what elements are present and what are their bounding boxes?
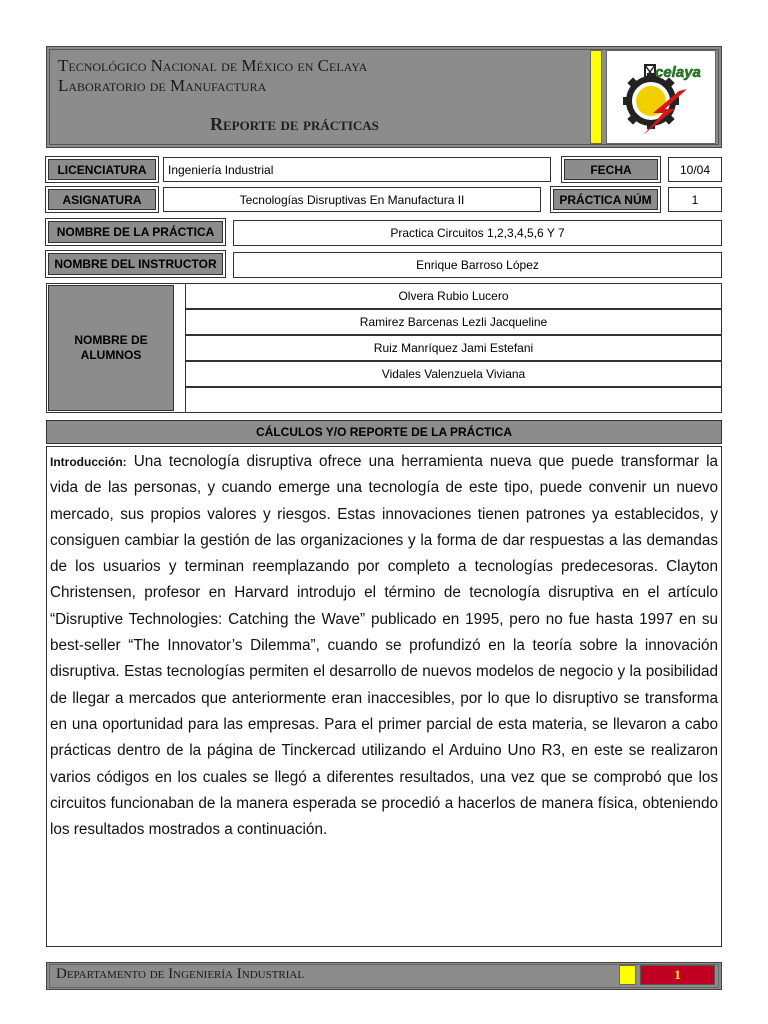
practica-num-value: 1 — [668, 187, 722, 212]
institution-line-1: Tecnológico Nacional de México en Celaya — [58, 56, 368, 75]
nombre-practica-label: NOMBRE DE LA PRÁCTICA — [48, 221, 223, 243]
student-row: Vidales Valenzuela Viviana — [185, 361, 722, 387]
alumnos-label-text: NOMBRE DE ALUMNOS — [74, 333, 148, 362]
footer-yellow-accent — [619, 965, 636, 985]
student-row: Ramirez Barcenas Lezli Jacqueline — [185, 309, 722, 335]
alumnos-label — [48, 285, 174, 411]
licenciatura-value: Ingeniería Industrial — [163, 157, 551, 182]
intro-text: Una tecnología disruptiva ofrece una herramienta nueva que puede transformar la vida de las personas, y cuando emerge una tecnología de este tipo, puede convenir un nuevo mercado, sus propios valores y riesgos. Estas innovaciones tienen patrones ya establecidos, y consiguen cambiar la gestión de las organizaciones y la forma de dar respuestas a las demandas de los usuarios y terminan reemplazando por completo a tecnologías predecesoras. Clayton Christensen, profesor en Harvard introdujo el término de tecnología disruptiva en el artículo “Disruptive Technologies: Catching the Wave” publicado en 1995, pero no fue hasta 1997 en su best-seller “The Innovator’s Dilemma”, cuando se profundizó en la teoría sobre la innovación disruptiva. Estas tecnologías permiten el desarrollo de nuevos modelos de negocio y la posibilidad de llegar a mercados que anteriormente eran inaccesibles, por lo que lo disruptivo se transforma en una oportunidad para las empresas. Para el primer parcial de esta materia, se llevaron a cabo prácticas dentro de la página de Tinckercad utilizando el Arduino Uno R3, en este se realizaron varios códigos en los cuales se llegó a diferentes resultados, una vez que se comprobó que los circuitos funcionaban de la manera esperada se procedió a hacerlos de manera física, obteniendo los resultados mostrados a continuación. — [50, 453, 718, 839]
student-row: Ruiz Manríquez Jami Estefani — [185, 335, 722, 361]
institution-line-2: Laboratorio de Manufactura — [58, 76, 267, 95]
section-title-calculos: CÁLCULOS Y/O REPORTE DE LA PRÁCTICA — [46, 420, 722, 444]
introduction-paragraph — [50, 449, 718, 843]
asignatura-label: ASIGNATURA — [48, 189, 156, 210]
student-row: Olvera Rubio Lucero — [185, 283, 722, 309]
page-number: 1 — [640, 965, 715, 985]
practica-num-label: PRÁCTICA NÚM — [553, 189, 658, 210]
fecha-value: 10/04 — [668, 157, 722, 182]
logo-wordmark: celaya — [655, 64, 701, 81]
instructor-label: NOMBRE DEL INSTRUCTOR — [48, 253, 223, 275]
report-title: Reporte de prácticas — [210, 114, 379, 134]
header-yellow-accent — [590, 50, 602, 144]
asignatura-value: Tecnologías Disruptivas En Manufactura II — [163, 187, 541, 212]
fecha-label: FECHA — [564, 159, 658, 180]
student-row-empty — [185, 387, 722, 413]
licenciatura-label: LICENCIATURA — [48, 159, 156, 180]
instructor-value: Enrique Barroso López — [233, 252, 722, 278]
celaya-logo-icon — [607, 51, 715, 143]
institution-logo — [606, 50, 716, 144]
intro-label: Introducción: — [50, 455, 127, 469]
nombre-practica-value: Practica Circuitos 1,2,3,4,5,6 Y 7 — [233, 220, 722, 246]
department-name: Departamento de Ingeniería Industrial — [56, 966, 305, 982]
institution-name — [58, 56, 367, 96]
